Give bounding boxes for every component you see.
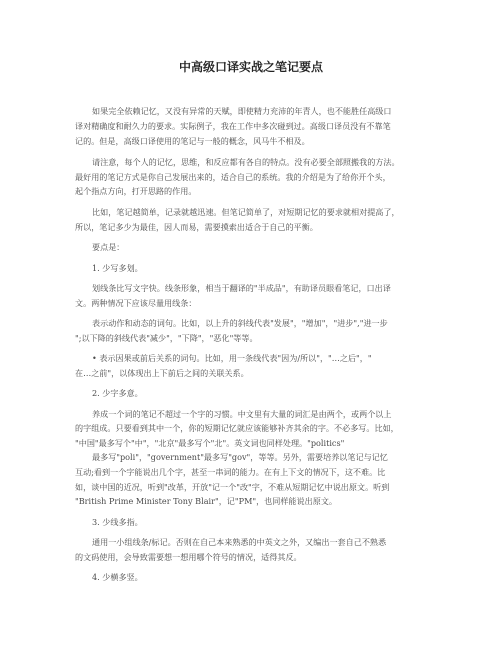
paragraph-line: 请注意，每个人的记忆，思维，和反应都有各自的特点。没有必要全部照搬我的方法。 <box>92 157 400 167</box>
paragraph-line: 最好用的笔记方式是你自己发展出来的，适合自己的系统。我的介绍是为了给你开个头， <box>75 172 391 182</box>
paragraph-line: 在…之前"，以体现出上下前后之间的关联关系。 <box>75 368 249 378</box>
paragraph-line: "British Prime Minister Tony Blair"，记"PM"，也同样能说出原文。 <box>75 496 338 506</box>
paragraph-line: 记的。但是，高级口译使用的笔记与一般的概念，风马牛不相及。 <box>75 136 310 146</box>
paragraph-line: 养成一个词的笔记不超过一个字的习惯。中文里有大量的词汇是由两个，或两个以上 <box>92 409 392 419</box>
paragraph-line: 如，谈中国的近况，听到"改革，开放"记一个"改"字，不难从短期记忆中说出原文。听到 <box>75 482 390 492</box>
paragraph-line: 所以，笔记多少为最佳，因人而易，需要摸索出适合于自己的平衡。 <box>75 222 318 232</box>
paragraph-line: 的文码使用，会导致需要想一想用哪个符号的情况，适得其反。 <box>75 552 302 562</box>
paragraph-line: 起个指点方向，打开思路的作用。 <box>75 186 197 196</box>
list-heading: 1. 少写多划。 <box>92 263 143 273</box>
list-heading: 3. 少线多指。 <box>92 517 143 527</box>
paragraph-line: 划线条比写文字快。线条形象，相当于翻译的"半成品"，有助译员眼看笔记，口出译 <box>92 283 391 293</box>
paragraph-line: 互动;看到一个字能说出几个字，甚至一串词的能力。在有上下文的情况下，这不难。比 <box>75 467 386 477</box>
paragraph-line: 的字组成。只要看到其中一个，你的短期记忆就应该能够补齐其余的字。不必多写。比如， <box>75 423 399 433</box>
paragraph-line: ";以下降的斜线代表"减少"，"下降"，"恶化"等等。 <box>75 333 258 343</box>
bullet-line: • 表示因果或前后关系的词句。比如，用一条线代表"因为/所以"，"…之后"，" <box>92 353 372 363</box>
list-heading: 2. 少字多意。 <box>92 388 143 398</box>
paragraph-line: 表示动作和动态的词句。比如，以上升的斜线代表"发展"，"增加"，"进步","进一步 <box>92 318 388 328</box>
paragraph-line: 文。两种情况下应该尽量用线条： <box>75 298 197 308</box>
paragraph-line: 通用一小组线条/标记。否则在自己本来熟悉的中英文之外，又编出一套自己不熟悉 <box>92 537 387 547</box>
section-label: 要点是： <box>92 242 125 252</box>
paragraph-line: 译对精确度和耐久力的要求。实际例子，我在工作中多次碰到过。高级口译员没有不靠笔 <box>75 121 391 131</box>
paragraph-line: 如果完全依赖记忆，又没有异常的天赋，即使精力充沛的年青人，也不能胜任高级口 <box>92 106 392 116</box>
page-title: 中高级口译实战之笔记要点 <box>178 60 323 74</box>
paragraph-line: 最多写"poli"，"government"最多写"gov"，等等。另外，需要培养以笔记与记忆 <box>92 452 388 462</box>
list-heading: 4. 少横多竖。 <box>92 572 143 582</box>
paragraph-line: 比如，笔记越简单，记录就越迅速。但笔记简单了，对短期记忆的要求就相对提高了， <box>92 207 400 217</box>
paragraph-line: "中国"最多写个"中"，"北京"最多写个"北"。英文词也同样处理。"politics" <box>75 438 345 448</box>
